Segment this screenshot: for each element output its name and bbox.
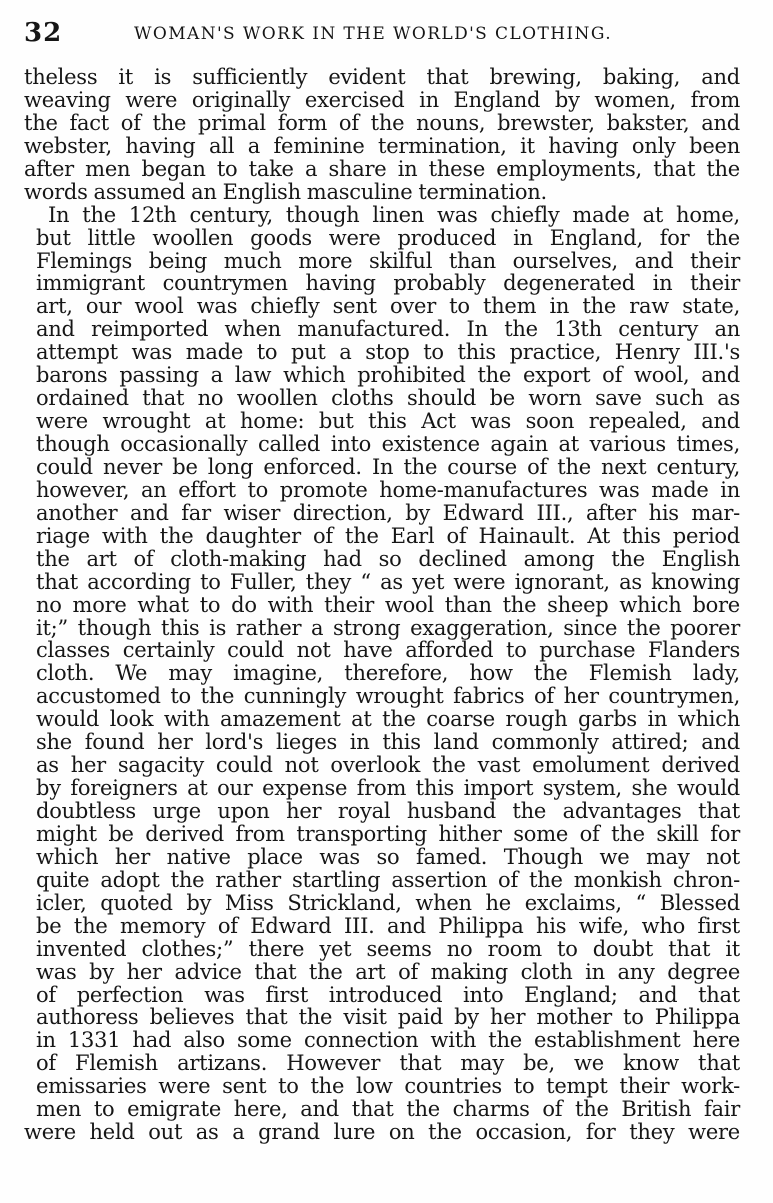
text-line: which her native place was so famed. Though we may not <box>36 844 740 869</box>
text-line: emissaries were sent to the low countries to tempt their work- <box>36 1074 740 1099</box>
text-line: riage with the daughter of the Earl of Hainault. At this period <box>36 523 740 548</box>
text-line: ordained that no woollen cloths should be worn save such as <box>36 386 740 411</box>
text-line: she found her lord's lieges in this land commonly attired; and <box>36 730 740 755</box>
text-line: words assumed an English masculine termination. <box>24 179 547 204</box>
text-line: might be derived from transporting hither some of the skill for <box>36 821 740 846</box>
text-line: be the memory of Edward III. and Philippa his wife, who first <box>36 913 740 938</box>
text-line: the art of cloth-making had so declined among the English <box>36 546 740 571</box>
text-line: art, our wool was chiefly sent over to them in the raw state, <box>36 294 740 319</box>
text-line: classes certainly could not have afforded to purchase Flanders <box>36 638 740 663</box>
body-text <box>24 66 740 1144</box>
text-line: that according to Fuller, they “ as yet were ignorant, as knowing <box>36 569 740 594</box>
text-line: after men began to take a share in these employments, that the <box>24 156 740 181</box>
text-line: however, an effort to promote home-manufactures was made in <box>36 477 740 502</box>
text-line: the fact of the primal form of the nouns, brewster, bakster, and <box>24 110 740 135</box>
text-line: as her sagacity could not overlook the vast emolument derived <box>36 753 740 778</box>
text-line: doubtless urge upon her royal husband the advantages that <box>36 799 740 823</box>
running-head: WOMAN'S WORK IN THE WORLD'S CLOTHING. <box>134 24 612 44</box>
text-line: immigrant countrymen having probably degenerated in their <box>36 271 740 296</box>
text-line: webster, having all a feminine termination, it having only been <box>24 133 740 158</box>
text-line: but little woollen goods were produced in England, for the <box>36 225 740 250</box>
text-line: attempt was made to put a stop to this practice, Henry III.'s <box>36 340 740 365</box>
text-line: authoress believes that the visit paid by her mother to Philippa <box>36 1005 740 1030</box>
text-line: was by her advice that the art of making cloth in any degree <box>36 959 740 984</box>
text-line: barons passing a law which prohibited the export of wool, and <box>36 363 740 388</box>
text-line: were held out as a grand lure on the occasion, for they were <box>24 1120 740 1145</box>
text-line: men to emigrate here, and that the charms of the British fair <box>36 1097 740 1122</box>
text-line: Flemings being much more skilful than ourselves, and their <box>36 248 740 273</box>
text-line: would look with amazement at the coarse rough garbs in which <box>36 707 740 732</box>
text-line: quite adopt the rather startling assertion of the monkish chron- <box>36 867 740 892</box>
text-line: of Flemish artizans. However that may be, we know that <box>36 1051 740 1076</box>
page-header <box>24 16 744 50</box>
text-line: cloth. We may imagine, therefore, how the Flemish lady, <box>36 661 740 686</box>
page-number: 32 <box>24 18 63 48</box>
text-line: theless it is sufficiently evident that brewing, baking, and <box>24 65 740 89</box>
text-line: of perfection was first introduced into England; and that <box>36 982 740 1007</box>
text-line: and reimported when manufactured. In the 13th century an <box>36 317 740 342</box>
text-line: in 1331 had also some connection with the establishment here <box>36 1028 740 1053</box>
text-line: were wrought at home: but this Act was soon repealed, and <box>36 409 740 434</box>
text-line: no more what to do with their wool than the sheep which bore <box>36 592 740 617</box>
paragraph-start-line: In the 12th century, though linen was chiefly made at home, <box>48 202 740 227</box>
text-line: though occasionally called into existence again at various times, <box>36 432 740 456</box>
text-line: accustomed to the cunningly wrought fabrics of her countrymen, <box>36 684 740 709</box>
text-line: icler, quoted by Miss Strickland, when he exclaims, “ Blessed <box>36 890 740 915</box>
text-line: it;” though this is rather a strong exaggeration, since the poorer <box>36 615 740 640</box>
text-line: by foreigners at our expense from this import system, she would <box>36 776 740 801</box>
text-line: weaving were originally exercised in England by women, from <box>24 87 740 112</box>
text-line: another and far wiser direction, by Edward III., after his mar- <box>36 500 740 525</box>
text-line: invented clothes;” there yet seems no room to doubt that it <box>36 936 740 961</box>
text-line: could never be long enforced. In the course of the next century, <box>36 454 740 479</box>
